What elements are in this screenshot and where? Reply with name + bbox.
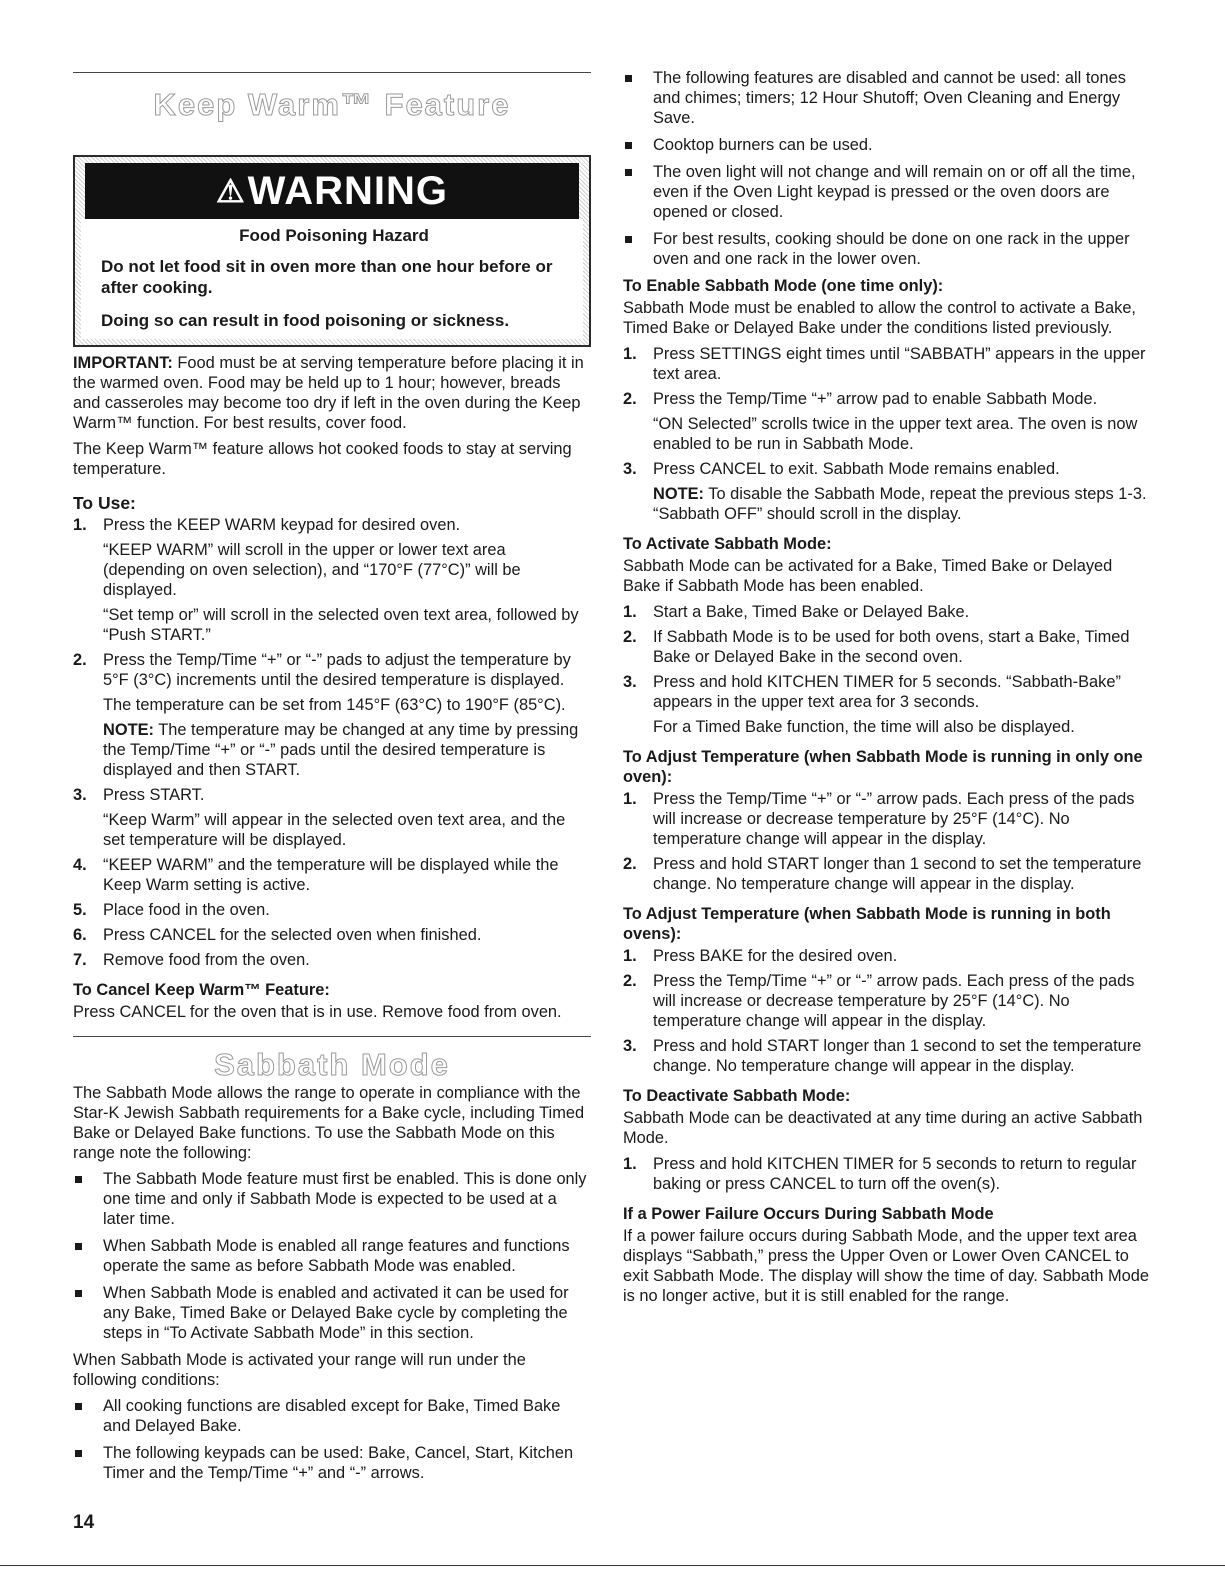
warning-banner: [85, 163, 579, 219]
step-text: Press the Temp/Time “+” arrow pad to enable Sabbath Mode.: [653, 390, 1098, 408]
step-text: Press the Temp/Time “+” or “-” arrow pads. Each press of the pads will increase or decrease temperature by 25°F (14°C). No temperature change will appear in the display.: [653, 790, 1135, 848]
sabbath-mode-title: Sabbath Mode: [214, 1047, 450, 1082]
warning-body: [81, 219, 583, 339]
bullet-item: [73, 1169, 591, 1229]
step-number: 1.: [73, 516, 87, 534]
numbered-step: [623, 672, 1149, 737]
cancel-keep-warm-text: Press CANCEL for the oven that is in use. Remove food from oven.: [73, 1003, 562, 1021]
to-use-heading: To Use:: [73, 493, 136, 513]
bullet-item: [623, 229, 1149, 269]
sabbath-bullets-b: [73, 1396, 591, 1483]
step-detail: “Keep Warm” will appear in the selected oven text area, and the set temperature will be displayed.: [103, 811, 566, 849]
numbered-step: [73, 925, 591, 945]
footer-rule: [0, 1565, 1225, 1566]
step-number: 1.: [623, 790, 637, 808]
step-number: 1.: [623, 603, 637, 621]
step-number: 4.: [73, 856, 87, 874]
step-text: If Sabbath Mode is to be used for both ovens, start a Bake, Timed Bake or Delayed Bake in the second oven.: [653, 628, 1130, 666]
cancel-keep-warm-heading: To Cancel Keep Warm™ Feature:: [73, 981, 330, 999]
bullet-item: [73, 1283, 591, 1343]
bullet-text: For best results, cooking should be done on one rack in the upper oven and one rack in the lower oven.: [653, 230, 1130, 268]
step-number: 2.: [623, 628, 637, 646]
warning-hazard: Food Poisoning Hazard: [239, 226, 429, 245]
bullet-square-icon: [75, 1290, 82, 1297]
step-detail: “KEEP WARM” will scroll in the upper or lower text area (depending on oven selection), and “170°F (77°C)” will be displayed.: [103, 541, 521, 599]
power-failure-text: If a power failure occurs during Sabbath Mode, and the upper text area displays “Sabbath,” press the Upper Oven or Lower Oven CANCEL to exit Sabbath Mode. The display will show the time of day. Sabbath Mode is no longer active, but it is still enabled for the range.: [623, 1227, 1150, 1305]
step-number: 2.: [73, 651, 87, 669]
bullet-square-icon: [75, 1176, 82, 1183]
enable-steps: [623, 344, 1149, 524]
step-number: 3.: [623, 460, 637, 478]
step-detail: For a Timed Bake function, the time will also be displayed.: [653, 718, 1075, 736]
numbered-step: [623, 459, 1149, 524]
deactivate-heading: To Deactivate Sabbath Mode:: [623, 1087, 851, 1105]
adjust-one-steps: [623, 789, 1149, 894]
bullet-item: [73, 1236, 591, 1276]
numbered-step: [73, 900, 591, 920]
step-number: 1.: [623, 1155, 637, 1173]
numbered-step: [623, 389, 1149, 454]
step-number: 3.: [73, 786, 87, 804]
note-text: To disable the Sabbath Mode, repeat the previous steps 1-3. “Sabbath OFF” should scroll in the display.: [653, 485, 1147, 523]
numbered-step: [623, 627, 1149, 667]
bullet-text: All cooking functions are disabled except for Bake, Timed Bake and Delayed Bake.: [103, 1397, 561, 1435]
step-text: Press START.: [103, 786, 205, 804]
step-number: 3.: [623, 673, 637, 691]
step-text: Press and hold START longer than 1 second to set the temperature change. No temperature change will appear in the display.: [653, 855, 1142, 893]
enable-intro: Sabbath Mode must be enabled to allow the control to activate a Bake, Timed Bake or Delayed Bake under the conditions listed previously.: [623, 299, 1136, 337]
step-number: 3.: [623, 1037, 637, 1055]
bullet-text: The following features are disabled and cannot be used: all tones and chimes; timers; 12 Hour Shutoff; Oven Cleaning and Energy Save.: [653, 69, 1126, 127]
numbered-step: [623, 789, 1149, 849]
activate-steps: [623, 602, 1149, 737]
step-text: Press the Temp/Time “+” or “-” arrow pads. Each press of the pads will increase or decrease temperature by 25°F (14°C). No temperature change will appear in the display.: [653, 972, 1135, 1030]
bullet-square-icon: [625, 142, 632, 149]
bullet-square-icon: [75, 1243, 82, 1250]
numbered-step: [73, 950, 591, 970]
important-text: Food must be at serving temperature before placing it in the warmed oven. Food may be held up to 1 hour; however, breads and casseroles may become too dry if left in the oven during the Keep Warm™ function. For best results, cover food.: [73, 354, 584, 432]
step-text: Press BAKE for the desired oven.: [653, 947, 898, 965]
step-text: Remove food from the oven.: [103, 951, 310, 969]
step-text: Press and hold KITCHEN TIMER for 5 seconds. “Sabbath-Bake” appears in the upper text area for 3 seconds.: [653, 673, 1121, 711]
numbered-step: [623, 854, 1149, 894]
left-column: [73, 0, 591, 1490]
enable-heading: To Enable Sabbath Mode (one time only):: [623, 277, 944, 295]
step-text: Press CANCEL to exit. Sabbath Mode remains enabled.: [653, 460, 1060, 478]
bullet-item: [623, 68, 1149, 128]
note-label: NOTE:: [653, 485, 704, 503]
step-text: Press and hold START longer than 1 second to set the temperature change. No temperature change will appear in the display.: [653, 1037, 1142, 1075]
sabbath-intro: The Sabbath Mode allows the range to operate in compliance with the Star-K Jewish Sabbath requirements for a Bake cycle, including Timed Bake or Delayed Bake functions. To use the Sabbath Mode on this range note the following:: [73, 1084, 585, 1162]
step-text: Press CANCEL for the selected oven when finished.: [103, 926, 482, 944]
right-column: [623, 0, 1149, 1312]
bullet-square-icon: [625, 75, 632, 82]
step-note: [653, 484, 1149, 524]
note-text: The temperature may be changed at any time by pressing the Temp/Time “+” or “-” pads until the desired temperature is displayed and then START.: [103, 721, 579, 779]
page-number: 14: [73, 1512, 95, 1533]
note-label: NOTE:: [103, 721, 154, 739]
step-detail: The temperature can be set from 145°F (63°C) to 190°F (85°C).: [103, 696, 566, 714]
adjust-one-heading: To Adjust Temperature (when Sabbath Mode is running in only one oven):: [623, 748, 1143, 786]
bullet-square-icon: [625, 236, 632, 243]
step-number: 1.: [623, 345, 637, 363]
bullet-text: The Sabbath Mode feature must first be enabled. This is done only one time and only if Sabbath Mode is expected to be used at a later time.: [103, 1170, 587, 1228]
step-text: “KEEP WARM” and the temperature will be displayed while the Keep Warm setting is active.: [103, 856, 559, 894]
numbered-step: [73, 515, 591, 645]
step-text: Press the KEEP WARM keypad for desired oven.: [103, 516, 461, 534]
activate-heading: To Activate Sabbath Mode:: [623, 535, 832, 553]
numbered-step: [623, 1036, 1149, 1076]
numbered-step: [73, 650, 591, 780]
step-text: Press the Temp/Time “+” or “-” pads to adjust the temperature by 5°F (3°C) increments until the desired temperature is displayed.: [103, 651, 571, 689]
bullet-square-icon: [75, 1403, 82, 1410]
step-number: 2.: [623, 855, 637, 873]
step-text: Place food in the oven.: [103, 901, 270, 919]
keep-warm-intro: The Keep Warm™ feature allows hot cooked foods to stay at serving temperature.: [73, 440, 572, 478]
warning-label: WARNING: [247, 169, 448, 213]
warning-line: Doing so can result in food poisoning or sickness.: [101, 311, 510, 330]
warning-triangle-icon: ⚠: [215, 173, 246, 209]
step-number: 2.: [623, 972, 637, 990]
bullet-text: When Sabbath Mode is enabled all range features and functions operate the same as before Sabbath Mode was enabled.: [103, 1237, 570, 1275]
sabbath-bullets-a: [73, 1169, 591, 1343]
numbered-step: [73, 785, 591, 850]
warning-line: Do not let food sit in oven more than one hour before or after cooking.: [101, 257, 553, 297]
bullet-text: The following keypads can be used: Bake, Cancel, Start, Kitchen Timer and the Temp/Time “+” and “-” arrows.: [103, 1444, 574, 1482]
deactivate-intro: Sabbath Mode can be deactivated at any time during an active Sabbath Mode.: [623, 1109, 1143, 1147]
step-text: Press SETTINGS eight times until “SABBATH” appears in the upper text area.: [653, 345, 1146, 383]
keep-warm-title: Keep Warm™ Feature: [153, 87, 511, 122]
bullet-item: [73, 1443, 591, 1483]
step-detail: “ON Selected” scrolls twice in the upper text area. The oven is now enabled to be run in Sabbath Mode.: [653, 415, 1138, 453]
numbered-step: [623, 971, 1149, 1031]
step-number: 7.: [73, 951, 87, 969]
step-text: Start a Bake, Timed Bake or Delayed Bake.: [653, 603, 970, 621]
section-rule: [73, 1036, 591, 1037]
adjust-both-steps: [623, 946, 1149, 1076]
step-detail: “Set temp or” will scroll in the selected oven text area, followed by “Push START.”: [103, 606, 579, 644]
step-note: [103, 720, 591, 780]
activate-intro: Sabbath Mode can be activated for a Bake, Timed Bake or Delayed Bake if Sabbath Mode has been enabled.: [623, 557, 1113, 595]
power-failure-heading: If a Power Failure Occurs During Sabbath Mode: [623, 1205, 994, 1223]
important-label: IMPORTANT:: [73, 354, 173, 372]
important-paragraph: [73, 353, 591, 433]
bullet-text: When Sabbath Mode is enabled and activated it can be used for any Bake, Timed Bake or Delayed Bake cycle by completing the steps in “To Activate Sabbath Mode” in this section.: [103, 1284, 569, 1342]
numbered-step: [623, 1154, 1149, 1194]
step-text: Press and hold KITCHEN TIMER for 5 seconds to return to regular baking or press CANCEL to turn off the oven(s).: [653, 1155, 1137, 1193]
bullet-item: [73, 1396, 591, 1436]
deactivate-steps: [623, 1154, 1149, 1194]
numbered-step: [73, 855, 591, 895]
numbered-step: [623, 344, 1149, 384]
conditions-intro: When Sabbath Mode is activated your range will run under the following conditions:: [73, 1351, 526, 1389]
bullet-square-icon: [625, 169, 632, 176]
step-number: 6.: [73, 926, 87, 944]
numbered-step: [623, 602, 1149, 622]
section-rule: [73, 72, 591, 73]
step-number: 1.: [623, 947, 637, 965]
sabbath-bullets-c: [623, 68, 1149, 269]
bullet-text: The oven light will not change and will remain on or off all the time, even if the Oven Light keypad is pressed or the oven doors are opened or closed.: [653, 163, 1136, 221]
step-number: 2.: [623, 390, 637, 408]
bullet-item: [623, 162, 1149, 222]
bullet-text: Cooktop burners can be used.: [653, 136, 873, 154]
warning-box: [73, 155, 591, 347]
keep-warm-steps: [73, 515, 591, 970]
bullet-square-icon: [75, 1450, 82, 1457]
adjust-both-heading: To Adjust Temperature (when Sabbath Mode is running in both ovens):: [623, 905, 1111, 943]
bullet-item: [623, 135, 1149, 155]
step-number: 5.: [73, 901, 87, 919]
numbered-step: [623, 946, 1149, 966]
